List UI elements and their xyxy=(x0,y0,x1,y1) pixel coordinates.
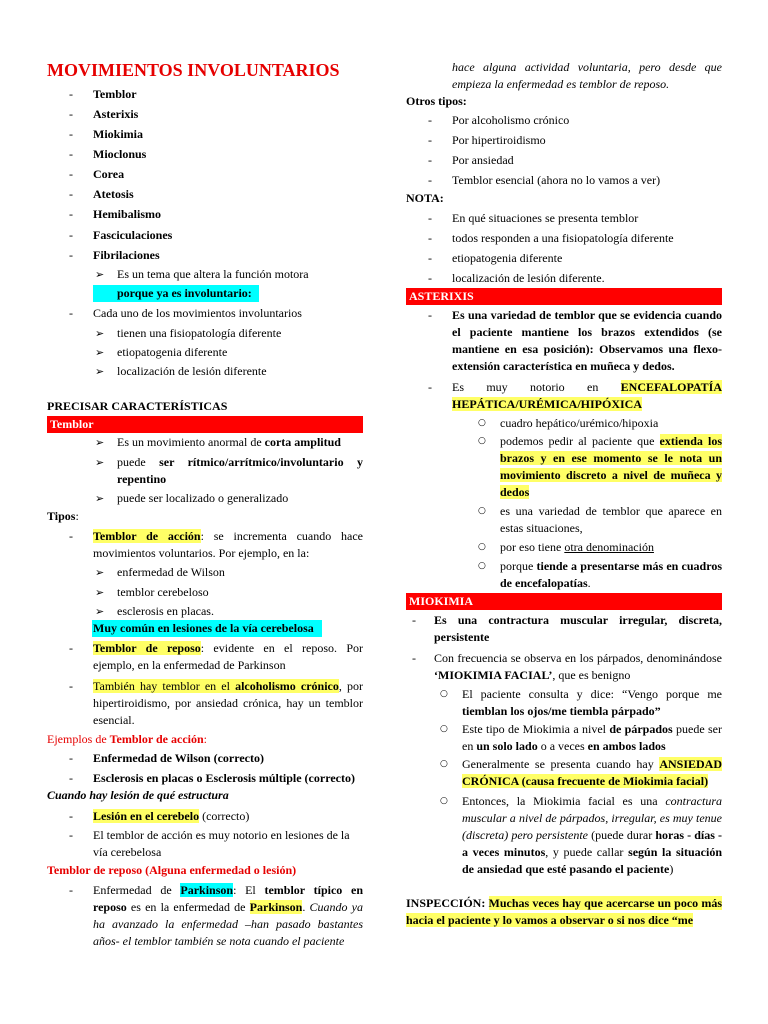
list-item: En qué situaciones se presenta temblor xyxy=(452,211,639,225)
list-item: Por alcoholismo crónico xyxy=(452,113,570,127)
list-item: etiopatogenia diferente xyxy=(117,345,228,359)
list-item: porque tiende a presentarse más en cuadros de encefalopatías. xyxy=(500,559,722,590)
list-item: temblor cerebeloso xyxy=(117,585,209,599)
list-item: Temblor xyxy=(93,87,137,101)
list-item: Fasciculaciones xyxy=(93,228,173,242)
circle-bullet-icon: ○ xyxy=(478,418,486,428)
list-item: Enfermedad de Parkinson: El temblor típico en reposo es en la enfermedad de Parkinson. Cuando ya ha avanzado la enfermedad –han pasado bastantes años- el temblor también se nota cuando el paciente xyxy=(93,883,363,948)
list-item: localización de lesión diferente xyxy=(117,364,267,378)
arrow-bullet-icon: ➢ xyxy=(95,566,105,579)
list-item: Fibrilaciones xyxy=(93,248,160,262)
list-item: Mioclonus xyxy=(93,147,147,161)
reposo-heading: Temblor de reposo (Alguna enfermedad o lesión) xyxy=(47,863,297,877)
list-item: Este tipo de Miokimia a nivel de párpados puede ser en un solo lado o a veces en ambos lados xyxy=(462,722,722,753)
tipos-label: Tipos: xyxy=(47,509,79,523)
list-item: Es una variedad de temblor que se evidencia cuando el paciente mantiene los brazos extendidos (se mantiene en esa posición): Observamos una flexo-extensión característica en muñeca y dedos. xyxy=(452,308,722,373)
arrow-bullet-icon: ➢ xyxy=(95,268,105,281)
section-bar-temblor: Temblor xyxy=(47,416,363,433)
list-item: podemos pedir al paciente que extienda los brazos y en ese momento se le nota un movimiento discreto a nivel de muñeca y dedos xyxy=(500,434,722,499)
circle-bullet-icon: ○ xyxy=(440,689,448,699)
list-item: tienen una fisiopatología diferente xyxy=(117,326,282,340)
list-item: es una variedad de temblor que aparece en estas situaciones, xyxy=(500,504,722,535)
list-item: Es muy notorio en ENCEFALOPATÍA HEPÁTICA/URÉMICA/HIPÓXICA xyxy=(452,380,722,411)
list-item: Temblor esencial (ahora no lo vamos a ver) xyxy=(452,173,661,187)
arrow-bullet-icon: ➢ xyxy=(95,365,105,378)
section-heading: PRECISAR CARACTERÍSTICAS xyxy=(47,399,228,413)
arrow-bullet-icon: ➢ xyxy=(95,492,105,505)
arrow-bullet-icon: ➢ xyxy=(95,327,105,340)
list-item: El temblor de acción es muy notorio en lesiones de la vía cerebelosa xyxy=(93,828,350,859)
list-item: puede ser localizado o generalizado xyxy=(117,491,289,505)
list-item: Temblor de reposo: evidente en el reposo. Por ejemplo, en la enfermedad de Parkinson xyxy=(93,641,363,672)
list-item: Miokimia xyxy=(93,127,143,141)
page-title: MOVIMIENTOS INVOLUNTARIOS xyxy=(47,60,340,80)
circle-bullet-icon: ○ xyxy=(440,796,448,806)
list-item: puede ser rítmico/arrítmico/involuntario y repentino xyxy=(117,455,363,486)
list-item: Esclerosis en placas o Esclerosis múltiple (correcto) xyxy=(93,771,355,785)
continuation-text: hace alguna actividad voluntaria, pero desde que empieza la enfermedad es temblor de reposo. xyxy=(452,60,722,91)
list-item: porque ya es involuntario: xyxy=(117,286,252,300)
list-item: Es un tema que altera la función motora xyxy=(117,267,309,281)
list-item: enfermedad de Wilson xyxy=(117,565,225,579)
list-item: Es una contractura muscular irregular, discreta, persistente xyxy=(434,613,722,644)
circle-bullet-icon: ○ xyxy=(440,759,448,769)
list-item: etiopatogenia diferente xyxy=(452,251,563,265)
arrow-bullet-icon: ➢ xyxy=(95,586,105,599)
list-item: También hay temblor en el alcoholismo crónico, por hipertiroidismo, por ansiedad crónica, hay un temblor esencial. xyxy=(93,679,364,727)
circle-bullet-icon: ○ xyxy=(478,436,486,446)
list-item: Asterixis xyxy=(93,107,139,121)
arrow-bullet-icon: ➢ xyxy=(95,436,105,449)
list-item: por eso tiene otra denominación xyxy=(500,540,654,554)
list-item: Cada uno de los movimientos involuntarios xyxy=(93,306,302,320)
circle-bullet-icon: ○ xyxy=(440,724,448,734)
circle-bullet-icon: ○ xyxy=(478,561,486,571)
section-bar-miokimia: MIOKIMIA xyxy=(406,593,722,610)
list-item: Entonces, la Miokimia facial es una contractura muscular a nivel de párpados, irregular, es muy tenue (discreta) pero persistente (puede durar horas - días - a veces minutos, y puede callar según la situación de ansiedad que esté pasando el paciente) xyxy=(462,794,723,876)
inspeccion-paragraph: INSPECCIÓN: Muchas veces hay que acercarse un poco más hacia el paciente y lo vamos a observar o si nos dice “me xyxy=(406,896,723,927)
list-item: todos responden a una fisiopatología diferente xyxy=(452,231,674,245)
list-item: Enfermedad de Wilson (correcto) xyxy=(93,751,264,765)
list-item: cuadro hepático/urémico/hipoxia xyxy=(500,416,659,430)
nota-heading: NOTA: xyxy=(406,191,444,205)
list-item: Generalmente se presenta cuando hay ANSIEDAD CRÓNICA (causa frecuente de Miokimia facial) xyxy=(462,757,722,788)
list-item: El paciente consulta y dice: “Vengo porque me tiemblan los ojos/me tiembla párpado” xyxy=(462,687,722,718)
list-item: Lesión en el cerebelo (correcto) xyxy=(93,809,250,823)
list-item: esclerosis en placas. xyxy=(117,604,214,618)
list-item: localización de lesión diferente. xyxy=(452,271,605,285)
arrow-bullet-icon: ➢ xyxy=(95,346,105,359)
section-bar-asterixis: ASTERIXIS xyxy=(406,288,722,305)
ejemplos-heading: Ejemplos de Temblor de acción: xyxy=(47,732,208,746)
list-item: Atetosis xyxy=(93,187,134,201)
list-item: Con frecuencia se observa en los párpados, denominándose ‘MIOKIMIA FACIAL’, que es benigno xyxy=(434,651,722,682)
otros-heading: Otros tipos: xyxy=(406,94,467,108)
list-item: Es un movimiento anormal de corta amplitud xyxy=(117,435,341,449)
list-item: Por ansiedad xyxy=(452,153,514,167)
circle-bullet-icon: ○ xyxy=(478,506,486,516)
arrow-bullet-icon: ➢ xyxy=(95,456,105,469)
question: Cuando hay lesión de qué estructura xyxy=(47,788,229,802)
list-item: Hemibalismo xyxy=(93,207,161,221)
arrow-bullet-icon: ➢ xyxy=(95,605,105,618)
list-item: Por hipertiroidismo xyxy=(452,133,546,147)
circle-bullet-icon: ○ xyxy=(478,542,486,552)
list-item: Temblor de acción: se incrementa cuando hace movimientos voluntarios. Por ejemplo, en la: xyxy=(93,529,363,560)
list-item: Corea xyxy=(93,167,125,181)
note: Muy común en lesiones de la vía cerebelosa xyxy=(93,621,314,635)
